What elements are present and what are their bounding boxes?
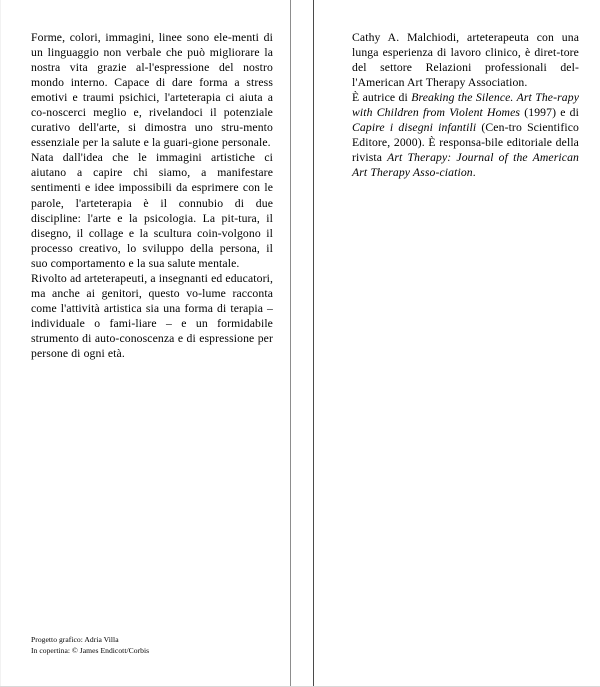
work-title-3: Capire i disegni infantili (352, 121, 477, 135)
work-text-2: (1997) e di (520, 106, 580, 120)
work-title-5: Art Therapy: Journal of the American Art Therapy Asso-ciation (352, 151, 579, 180)
blurb-paragraph-2: Nata dall'idea che le immagini artistiche ci aiutano a capire chi siamo, a manifestare sentimenti e idee impossibili da esprimere con le parole, l'arteterapia è il connubio di due discipline: l'arte e la psicologia. La pit-tura, il disegno, il collage e la scultura coin-volgono il processo creativo, lo sviluppo della persona, il suo comportamento e la sua salute mentale. (31, 151, 273, 270)
paper-edge (0, 0, 1, 686)
author-bio-intro: Cathy A. Malchiodi, arteterapeuta con una lunga esperienza di lavoro clinico, è diret-tore del settore Relazioni professionali del-l'American Art Therapy Association. (352, 31, 579, 90)
work-text-6: . (472, 166, 476, 180)
fold-line-left (290, 0, 291, 686)
fold-line-right (313, 0, 314, 686)
author-works (352, 90, 579, 180)
credits-block (31, 634, 281, 656)
blurb-paragraph-1: Forme, colori, immagini, linee sono ele-menti di un linguaggio non verbale che può migliorare la nostra vita grazie al-l'espressione del nostro mondo interno. Capace di dare forma a stress emotivi e traumi psichici, l'arteterapia ci aiuta a co-noscerci meglio e, rivelandoci il potenziale curativo dell'arte, si dimostra uno stru-mento essenziale per la salute e la guari-gione personale. (31, 31, 273, 150)
work-title-1: Breaking the Silence. Art The-rapy with Children from Violent Homes (352, 91, 580, 120)
blurb-paragraph-3: Rivolto ad arteterapeuti, a insegnanti ed educatori, ma anche ai genitori, questo vo-lume racconta come l'attività artistica sia una forma di terapia – individuale o fami-liare – e un formidabile strumento di auto-conoscenza e di espressione per persone di ogni età. (31, 271, 273, 360)
credit-design: Progetto grafico: Adria Villa (31, 635, 119, 644)
author-bio-column (352, 30, 579, 180)
credit-cover-photo: In copertina: © James Endicott/Corbis (31, 646, 150, 655)
work-text-0: È autrice di (352, 91, 412, 105)
work-text-4: (Cen-tro Scientifico Editore, 2000). È responsa-bile editoriale della rivista (352, 121, 579, 165)
blurb-column (31, 30, 273, 361)
